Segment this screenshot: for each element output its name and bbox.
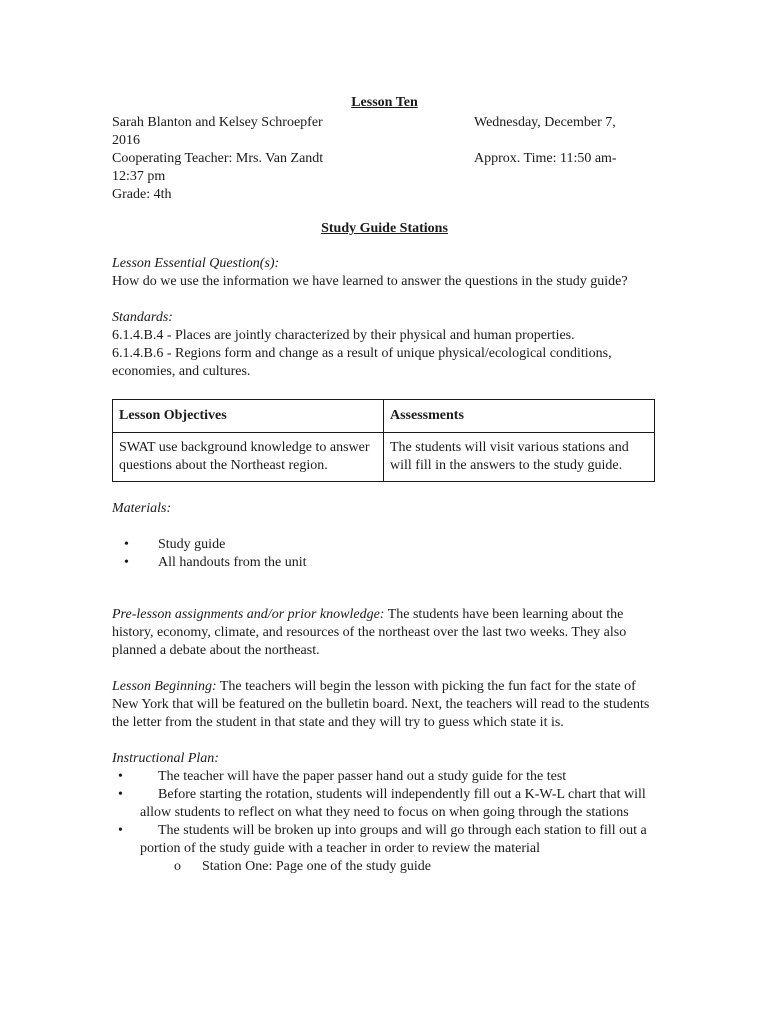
materials-section [112,500,657,572]
beginning-section [112,678,657,732]
essential-question-label: Lesson Essential Question(s): [112,256,280,271]
table-header-row [113,400,655,433]
station-list [112,858,657,876]
prelesson-text: The students have been learning about the history, economy, climate, and resources of the northeast over the last two weeks. They also planned a debate about the northeast. [112,607,627,658]
lesson-plan-document [112,94,657,876]
materials-list [112,536,657,572]
list-item: o Station One: Page one of the study guide [112,858,657,876]
objectives-table [112,399,655,482]
objective-cell: SWAT use background knowledge to answer questions about the Northeast region. [113,433,384,482]
materials-label: Materials: [112,501,172,516]
grade: Grade: 4th [112,187,172,202]
lesson-subtitle: Study Guide Stations [321,221,448,236]
standard-item: 6.1.4.B.4 - Places are jointly characterized by their physical and human properties. [112,328,575,343]
objectives-header: Lesson Objectives [113,400,384,433]
essential-question-section [112,255,657,291]
list-item: • The teacher will have the paper passer hand out a study guide for the test [112,768,657,786]
lesson-time: Approx. Time: 11:50 am- [474,151,617,166]
document-title: Lesson Ten [351,95,418,110]
beginning-label: Lesson Beginning: [112,679,217,694]
instructional-plan-list [112,768,657,858]
standards-section [112,309,657,381]
prelesson-section [112,606,657,660]
beginning-text: The teachers will begin the lesson with picking the fun fact for the state of New York that will be featured on the bulletin board. Next, the teachers will read to the students the letter from the student in that state and they will try to guess which state it is. [112,679,650,730]
authors: Sarah Blanton and Kelsey Schroepfer [112,115,323,130]
list-item: • All handouts from the unit [112,554,657,572]
assessments-header: Assessments [384,400,655,433]
lesson-date: Wednesday, December 7, [474,115,616,130]
lesson-date-year: 2016 [112,133,140,148]
header-block [112,114,657,204]
list-item: • Study guide [112,536,657,554]
lesson-time-end: 12:37 pm [112,169,166,184]
list-item: • The students will be broken up into groups and will go through each station to fill out a portion of the study guide with a teacher in order to review the material [112,822,657,858]
table-row [113,433,655,482]
essential-question-text: How do we use the information we have learned to answer the questions in the study guide? [112,274,628,289]
instructional-plan-label: Instructional Plan: [112,751,219,766]
instructional-plan-section [112,750,657,876]
prelesson-label: Pre-lesson assignments and/or prior knowledge: [112,607,385,622]
standards-label: Standards: [112,310,173,325]
list-item: • Before starting the rotation, students will independently fill out a K-W-L chart that will allow students to reflect on what they need to focus on when going through the stations [112,786,657,822]
cooperating-teacher: Cooperating Teacher: Mrs. Van Zandt [112,151,324,166]
header-row-1 [112,114,657,132]
header-row-2 [112,150,657,168]
assessment-cell: The students will visit various stations and will fill in the answers to the study guide. [384,433,655,482]
standard-item: 6.1.4.B.6 - Regions form and change as a result of unique physical/ecological conditions, economies, and cultures. [112,346,612,379]
